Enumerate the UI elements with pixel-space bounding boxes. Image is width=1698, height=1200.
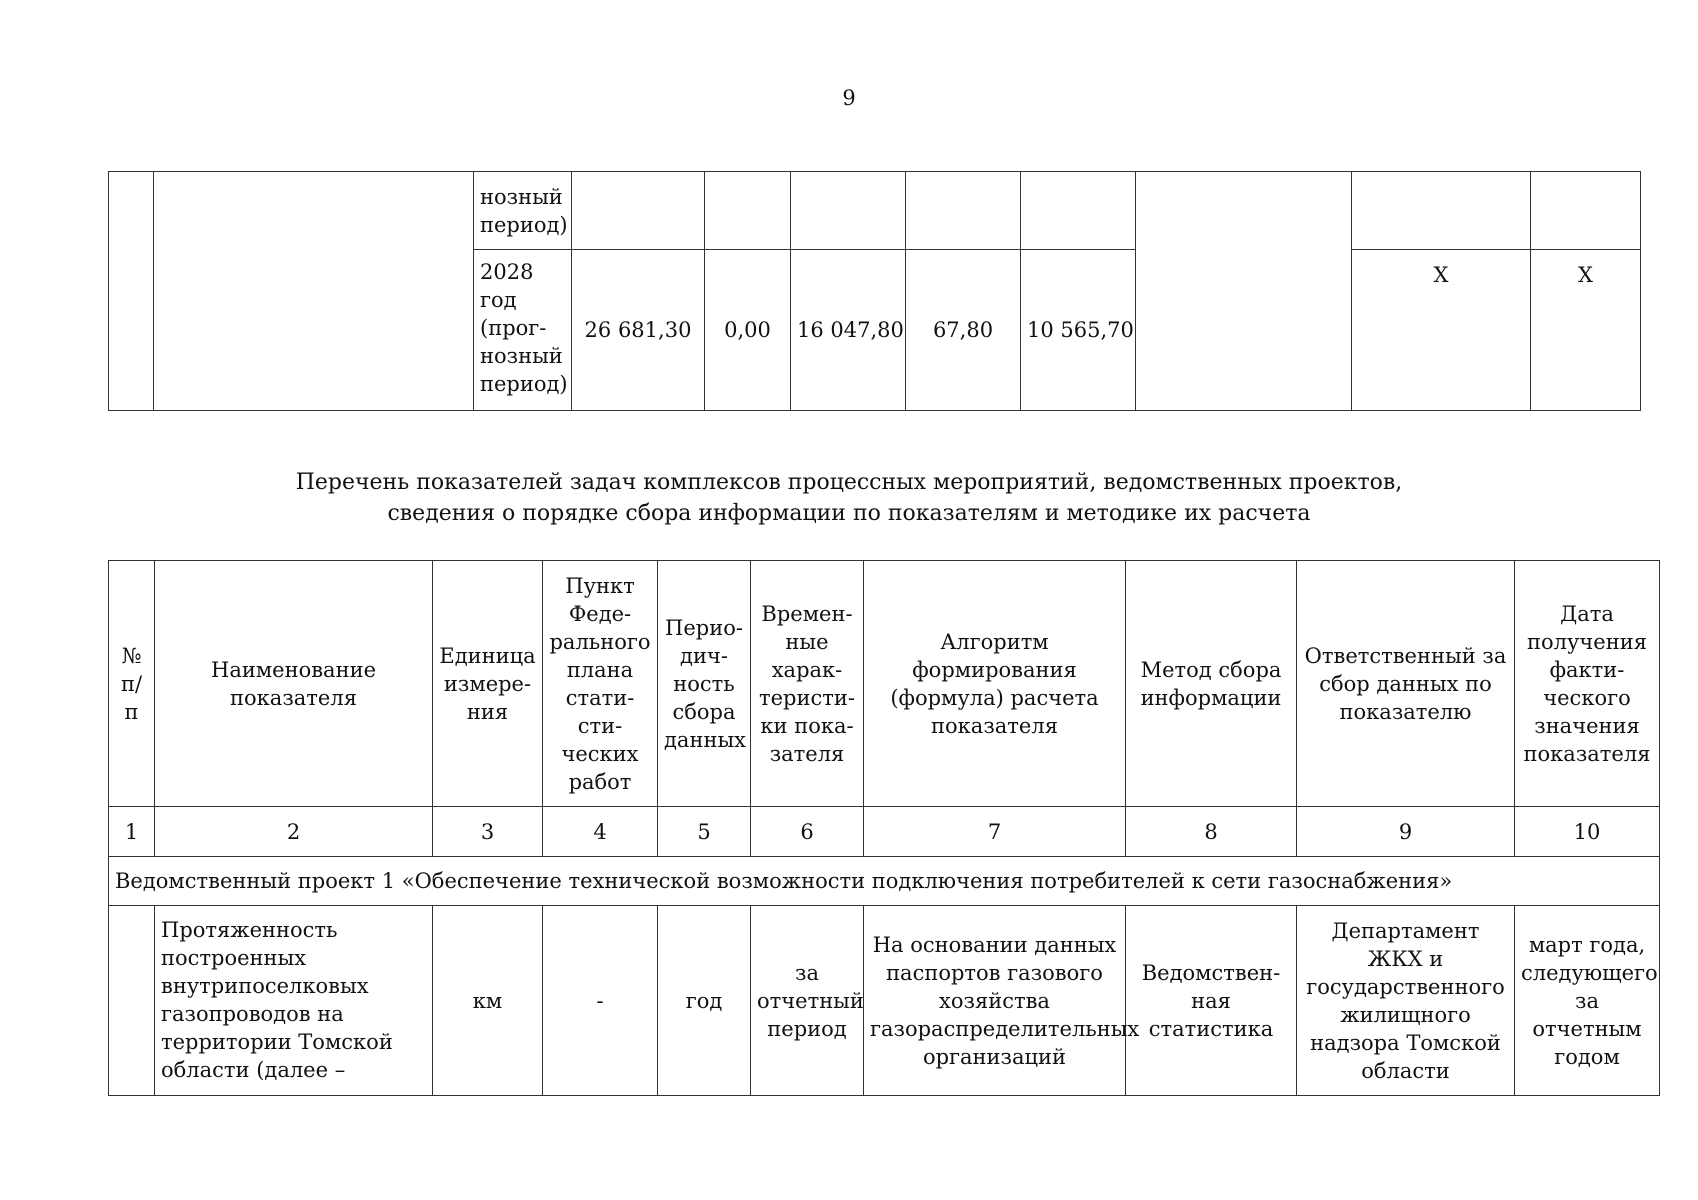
table-cell bbox=[1021, 172, 1136, 250]
indicator-periodicity: год bbox=[658, 906, 751, 1096]
header-name: Наименование показателя bbox=[155, 561, 433, 807]
table-cell bbox=[1136, 172, 1352, 411]
header-method: Метод сбора информации bbox=[1126, 561, 1297, 807]
table-cell bbox=[705, 172, 791, 250]
budget-table-continuation bbox=[108, 171, 1641, 411]
column-number: 7 bbox=[864, 807, 1126, 857]
column-number: 8 bbox=[1126, 807, 1297, 857]
table-row bbox=[109, 906, 1660, 1096]
indicator-name: Протяженность построенных внутрипоселковых газопроводов на территории Томской области (далее – bbox=[155, 906, 433, 1096]
column-number: 5 bbox=[658, 807, 751, 857]
indicator-algorithm: На основании данных паспортов газового хозяйства газораспределительных организаций bbox=[864, 906, 1126, 1096]
table-cell bbox=[1352, 172, 1531, 250]
indicators-table bbox=[108, 560, 1660, 1096]
column-numbers-row bbox=[109, 807, 1660, 857]
page-number: 9 bbox=[842, 86, 856, 110]
table-cell bbox=[109, 172, 154, 411]
value-cell: 0,00 bbox=[705, 250, 791, 411]
header-unit: Единица измере-ния bbox=[433, 561, 543, 807]
mark-cell: X bbox=[1531, 250, 1641, 411]
indicator-time-characteristics: за отчетный период bbox=[751, 906, 864, 1096]
column-number: 2 bbox=[155, 807, 433, 857]
column-number: 4 bbox=[543, 807, 658, 857]
section-row bbox=[109, 857, 1660, 906]
table-cell bbox=[906, 172, 1021, 250]
indicator-date: март года, следующего за отчетным годом bbox=[1515, 906, 1660, 1096]
column-number: 10 bbox=[1515, 807, 1660, 857]
caption-line-2: сведения о порядке сбора информации по показателям и методике их расчета bbox=[387, 501, 1311, 526]
table-cell bbox=[1531, 172, 1641, 250]
header-date: Дата получения факти-ческого значения показателя bbox=[1515, 561, 1660, 807]
indicator-responsible: Департамент ЖКХ и государственного жилищного надзора Томской области bbox=[1297, 906, 1515, 1096]
value-cell: 26 681,30 bbox=[572, 250, 705, 411]
period-cell: 2028 год (прог-нозный период) bbox=[474, 250, 572, 411]
value-cell: 10 565,70 bbox=[1021, 250, 1136, 411]
header-algorithm: Алгоритм формирования (формула) расчета показателя bbox=[864, 561, 1126, 807]
value-cell: 67,80 bbox=[906, 250, 1021, 411]
mark-cell: X bbox=[1352, 250, 1531, 411]
row-num bbox=[109, 906, 155, 1096]
column-number: 3 bbox=[433, 807, 543, 857]
column-number: 6 bbox=[751, 807, 864, 857]
header-time-characteristics: Времен-ные харак-теристи-ки пока-зателя bbox=[751, 561, 864, 807]
table-row bbox=[109, 172, 1641, 250]
table-cell bbox=[572, 172, 705, 250]
indicator-plan-item: - bbox=[543, 906, 658, 1096]
section-title: Ведомственный проект 1 «Обеспечение технической возможности подключения потребителей к сети газоснабжения» bbox=[109, 857, 1660, 906]
caption-line-1: Перечень показателей задач комплексов процессных мероприятий, ведомственных проектов, bbox=[295, 470, 1403, 495]
header-row bbox=[109, 561, 1660, 807]
header-responsible: Ответственный за сбор данных по показателю bbox=[1297, 561, 1515, 807]
indicator-method: Ведомствен-ная статистика bbox=[1126, 906, 1297, 1096]
table-cell bbox=[154, 172, 474, 411]
header-plan-item: Пункт Феде-рального плана стати-сти-ческих работ bbox=[543, 561, 658, 807]
value-cell: 16 047,80 bbox=[791, 250, 906, 411]
section-caption bbox=[0, 467, 1698, 529]
header-num: № п/п bbox=[109, 561, 155, 807]
period-cell: нозный период) bbox=[474, 172, 572, 250]
column-number: 9 bbox=[1297, 807, 1515, 857]
header-periodicity: Перио-дич-ность сбора данных bbox=[658, 561, 751, 807]
table-cell bbox=[791, 172, 906, 250]
column-number: 1 bbox=[109, 807, 155, 857]
indicator-unit: км bbox=[433, 906, 543, 1096]
